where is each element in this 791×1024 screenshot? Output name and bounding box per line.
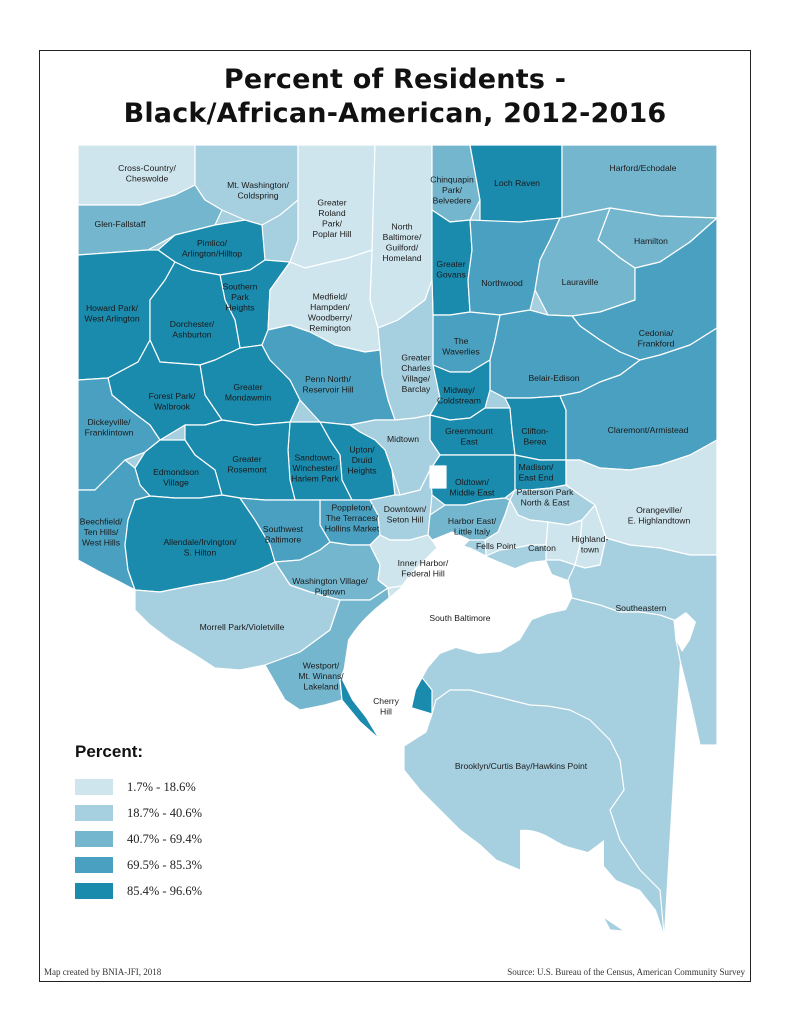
legend-item	[75, 778, 196, 796]
label-allendale-irvington-s-hilton: Allendale/Irvington/ S. Hilton	[163, 536, 237, 558]
label-cherry-hill: Cherry Hill	[373, 695, 399, 717]
label-harbor-east-little-italy: Harbor East/ Little Italy	[447, 515, 497, 537]
label-medfield-hampden-woodberry-remington: Medfield/ Hampden/ Woodberry/ Remington	[307, 291, 353, 333]
label-chinquapin-park-belvedere: Chinquapin Park/ Belvedere	[430, 174, 474, 206]
label-southwest-baltimore: Southwest Baltimore	[262, 523, 304, 545]
label-greenmount-east: Greenmount East	[445, 425, 493, 447]
label-morrell-park-violetville: Morrell Park/Violetville	[199, 622, 285, 632]
label-claremont-armistead: Claremont/Armistead	[607, 425, 689, 435]
legend-swatch	[75, 805, 113, 821]
legend-swatch	[75, 883, 113, 899]
credit-left: Map created by BNIA-JFI, 2018	[44, 967, 162, 977]
legend-swatch	[75, 779, 113, 795]
label-southeastern: Southeastern	[615, 603, 667, 613]
label-greater-govans: Greater Govans	[436, 258, 466, 280]
label-sandtown-winchester-harlem-park: Sandtown-Winchester/ Harlem Park	[291, 452, 339, 484]
label-downtown-seton-hill: Downtown/ Seton Hill	[383, 503, 427, 525]
label-cedonia-frankford: Cedonia/ Frankford	[637, 327, 675, 349]
legend-label: 1.7% - 18.6%	[127, 779, 196, 794]
legend-label: 40.7% - 69.4%	[127, 831, 202, 846]
label-upton-druid-heights: Upton/ Druid Heights	[347, 444, 377, 476]
label-dickeyville-franklintown: Dickeyville/ Franklintown	[84, 416, 134, 438]
label-the-waverlies: The Waverlies	[442, 335, 480, 357]
legend-swatch	[75, 831, 113, 847]
label-highlandtown: Highland-town	[571, 533, 609, 555]
label-hamilton: Hamilton	[634, 236, 668, 246]
map-title-line-2: Black/African-American, 2012-2016	[123, 98, 667, 129]
label-southern-park-heights: Southern Park Heights	[222, 281, 258, 313]
label-pimlico-arlington-hilltop: Pimlico/ Arlington/Hilltop	[181, 237, 243, 259]
no-data-area	[430, 466, 446, 488]
credit-right: Source: U.S. Bureau of the Census, American Community Survey	[507, 967, 745, 977]
label-midway-coldstream: Midway/ Coldstream	[437, 384, 481, 406]
legend-title: Percent:	[75, 742, 144, 761]
label-howard-park-west-arlington: Howard Park/ West Arlington	[84, 302, 140, 324]
label-dorchester-ashburton: Dorchester/ Ashburton	[169, 318, 215, 340]
label-glen-fallstaff: Glen-Fallstaff	[94, 219, 146, 229]
label-harford-echodale: Harford/Echodale	[609, 163, 677, 173]
label-cross-country-cheswolde: Cross-Country/ Cheswolde	[118, 162, 176, 184]
label-clifton-berea: Clifton-Berea	[521, 425, 549, 447]
label-north-baltimore-guilford-homeland: North Baltimore/ Guilford/ Homeland	[382, 221, 422, 263]
label-oldtown-middle-east: Oldtown/ Middle East	[449, 476, 495, 498]
label-mt-washington-coldspring: Mt. Washington/ Coldspring	[227, 179, 289, 201]
label-greater-mondawmin: Greater Mondawmin	[224, 381, 272, 403]
label-canton: Canton	[528, 543, 556, 553]
map-title-line-1: Percent of Residents -	[223, 64, 567, 95]
label-edmondson-village: Edmondson Village	[153, 466, 199, 488]
label-greater-charles-village-barclay: Greater Charles Village/ Barclay	[401, 352, 431, 394]
label-orangeville-e-highlandtown: Orangeville/ E. Highlandtown	[627, 504, 691, 526]
label-midtown: Midtown	[387, 434, 419, 444]
legend-item	[75, 882, 202, 900]
label-westport-mt-winans-lakeland: Westport/ Mt. Winans/ Lakeland	[298, 660, 344, 692]
label-fells-point: Fells Point	[475, 541, 517, 551]
label-penn-north-reservoir-hill: Penn North/ Reservoir Hill	[302, 373, 354, 395]
legend-swatch	[75, 857, 113, 873]
label-poppleton-the-terraces-hollins-market: Poppleton/ The Terraces/ Hollins Market	[324, 502, 380, 534]
legend-label: 18.7% - 40.6%	[127, 805, 202, 820]
label-lauraville: Lauraville	[561, 277, 599, 287]
legend-item	[75, 804, 202, 822]
label-beechfield-ten-hills-west-hills: Beechfield/ Ten Hills/ West Hills	[79, 516, 123, 548]
label-northwood: Northwood	[481, 278, 523, 288]
label-madison-east-end: Madison/ East End	[518, 461, 554, 483]
label-washington-village-pigtown: Washington Village/ Pigtown	[292, 575, 368, 597]
legend-item	[75, 856, 202, 874]
label-forest-park-walbrook: Forest Park/ Walbrook	[148, 390, 196, 412]
label-greater-roland-park-poplar-hill: Greater Roland Park/ Poplar Hill	[312, 197, 352, 239]
label-inner-harbor-federal-hill: Inner Harbor/ Federal Hill	[397, 557, 449, 579]
legend-label: 69.5% - 85.3%	[127, 857, 202, 872]
label-south-baltimore: South Baltimore	[429, 613, 491, 623]
label-loch-raven: Loch Raven	[494, 178, 540, 188]
label-greater-rosemont: Greater Rosemont	[227, 453, 267, 475]
label-belair-edison: Belair-Edison	[528, 373, 580, 383]
legend-label: 85.4% - 96.6%	[127, 883, 202, 898]
region-harford-echodale[interactable]	[562, 145, 717, 218]
label-brooklyn-curtis-bay-hawkins-point: Brooklyn/Curtis Bay/Hawkins Point	[454, 761, 588, 771]
label-patterson-park-north-east: Patterson Park North & East	[516, 486, 574, 508]
legend-item	[75, 830, 202, 848]
